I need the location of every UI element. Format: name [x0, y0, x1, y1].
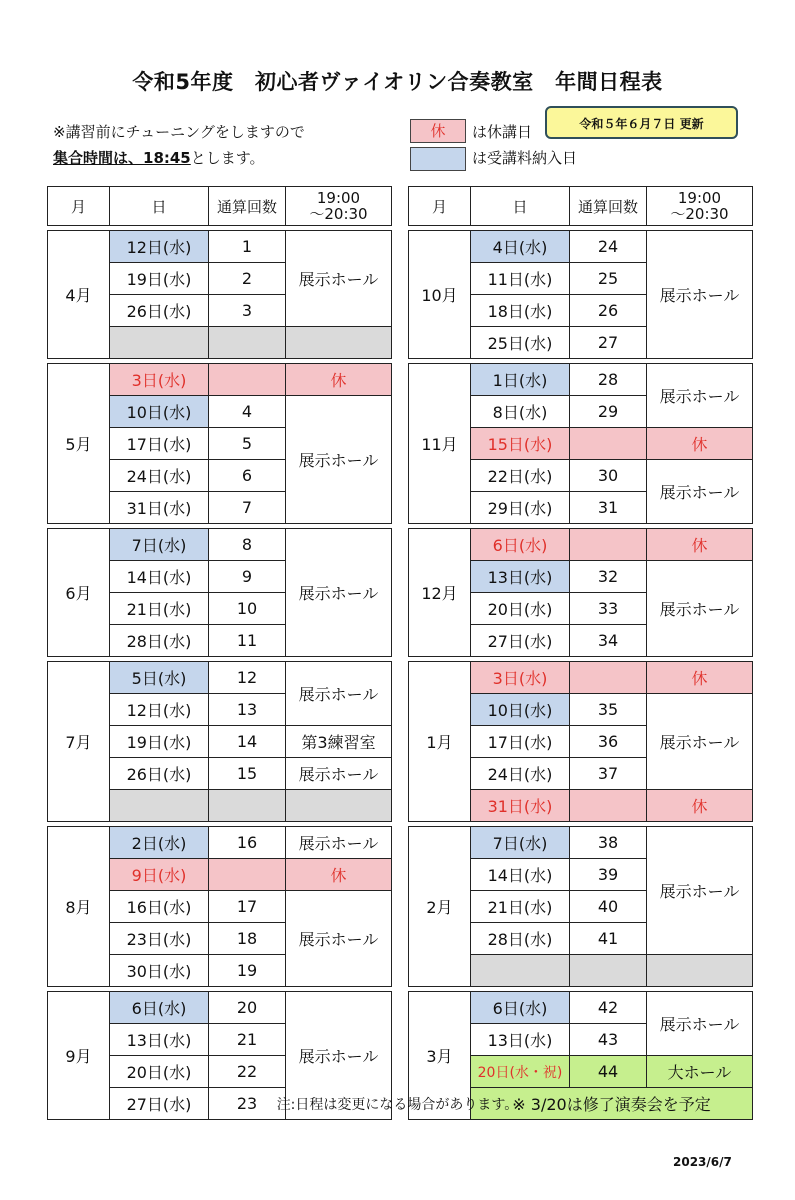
date-cell: 9日(水): [110, 859, 209, 891]
table-row: [48, 992, 392, 1024]
rest-cell: 休: [647, 790, 753, 822]
count-cell: 27: [570, 327, 647, 359]
date-cell: 31日(水): [110, 492, 209, 524]
table-row: [409, 364, 753, 396]
month-cell: 7月: [48, 662, 110, 822]
location-cell: 展示ホール: [647, 364, 753, 428]
count-cell: 35: [570, 694, 647, 726]
meeting-time-rest: とします。: [190, 149, 265, 167]
table-row: [409, 662, 753, 694]
count-cell: 21: [209, 1024, 286, 1056]
date-cell: 15日(水): [471, 428, 570, 460]
page-title: 令和5年度 初心者ヴァイオリン合奏教室 年間日程表: [132, 70, 663, 94]
empty-cell: [570, 955, 647, 987]
date-cell: 13日(水): [471, 561, 570, 593]
count-cell: 10: [209, 593, 286, 625]
count-cell: 17: [209, 891, 286, 923]
rest-cell: 休: [647, 662, 753, 694]
header-day: 日: [110, 187, 209, 226]
month-cell: 8月: [48, 827, 110, 987]
count-cell: 25: [570, 263, 647, 295]
count-cell: 40: [570, 891, 647, 923]
count-cell: [209, 859, 286, 891]
count-cell: 7: [209, 492, 286, 524]
count-cell: 38: [570, 827, 647, 859]
date-cell: 28日(水): [471, 923, 570, 955]
schedule-table-left: [47, 186, 392, 1120]
date-cell: 26日(水): [110, 295, 209, 327]
date-cell: 1日(水): [471, 364, 570, 396]
table-row: [48, 364, 392, 396]
location-cell: 展示ホール: [647, 231, 753, 359]
table-row: [48, 529, 392, 561]
count-cell: 36: [570, 726, 647, 758]
count-cell: 8: [209, 529, 286, 561]
date-cell: 2日(水): [110, 827, 209, 859]
count-cell: 26: [570, 295, 647, 327]
rest-cell: 休: [286, 364, 392, 396]
rest-cell: 休: [647, 529, 753, 561]
header-count: 通算回数: [209, 187, 286, 226]
count-cell: 28: [570, 364, 647, 396]
empty-cell: [286, 790, 392, 822]
date-cell: 27日(水): [471, 625, 570, 657]
count-cell: 1: [209, 231, 286, 263]
legend-fee-label: は受講料納入日: [472, 149, 578, 167]
date-cell: 17日(水): [471, 726, 570, 758]
count-cell: 42: [570, 992, 647, 1024]
table-header: [48, 187, 392, 226]
header-time-start: 19:00: [316, 189, 361, 207]
date-cell: 5日(水): [110, 662, 209, 694]
schedule-table-right: [408, 186, 753, 1120]
date-cell: 16日(水): [110, 891, 209, 923]
empty-cell: [110, 327, 209, 359]
location-cell: 展示ホール: [647, 694, 753, 790]
month-cell: 11月: [409, 364, 471, 524]
count-cell: 30: [570, 460, 647, 492]
footer-note: 注:日程は変更になる場合があります。: [276, 1097, 519, 1113]
date-cell: 17日(水): [110, 428, 209, 460]
empty-cell: [286, 327, 392, 359]
location-cell: 第3練習室: [286, 726, 392, 758]
count-cell: 15: [209, 758, 286, 790]
date-cell: 24日(水): [110, 460, 209, 492]
legend-fee-swatch: [410, 147, 466, 171]
date-cell: 7日(水): [471, 827, 570, 859]
count-cell: 44: [570, 1056, 647, 1088]
location-cell: 展示ホール: [647, 460, 753, 524]
month-cell: 2月: [409, 827, 471, 987]
date-cell: 18日(水): [471, 295, 570, 327]
table-row: [48, 662, 392, 694]
location-cell: 展示ホール: [286, 891, 392, 987]
rest-cell: 休: [647, 428, 753, 460]
count-cell: 9: [209, 561, 286, 593]
table-row: [48, 827, 392, 859]
count-cell: 32: [570, 561, 647, 593]
empty-cell: [209, 790, 286, 822]
date-cell: 12日(水): [110, 231, 209, 263]
header-time-end: ～20:30: [670, 205, 729, 223]
date-cell: 20日(水): [110, 1056, 209, 1088]
location-cell: 展示ホール: [286, 396, 392, 524]
month-cell: 3月: [409, 992, 471, 1120]
empty-cell: [471, 955, 570, 987]
location-cell: 展示ホール: [647, 992, 753, 1056]
month-cell: 10月: [409, 231, 471, 359]
month-cell: 4月: [48, 231, 110, 359]
header-count: 通算回数: [570, 187, 647, 226]
count-cell: 31: [570, 492, 647, 524]
date-cell: 10日(水): [110, 396, 209, 428]
count-cell: 5: [209, 428, 286, 460]
meeting-time-emphasis: 集合時間は、18:45: [53, 149, 191, 167]
count-cell: 37: [570, 758, 647, 790]
location-cell: 展示ホール: [286, 662, 392, 726]
count-cell: 29: [570, 396, 647, 428]
date-cell: 8日(水): [471, 396, 570, 428]
legend-rest-label: は休講日: [472, 123, 533, 141]
count-cell: 19: [209, 955, 286, 987]
table-row: [48, 231, 392, 263]
concert-note: ※ 3/20は修了演奏会を予定: [471, 1088, 753, 1120]
count-cell: 41: [570, 923, 647, 955]
empty-cell: [110, 790, 209, 822]
count-cell: 3: [209, 295, 286, 327]
location-cell: 展示ホール: [286, 827, 392, 859]
table-row: [409, 992, 753, 1024]
document-date: 2023/6/7: [673, 1155, 732, 1169]
table-row: [409, 827, 753, 859]
count-cell: 16: [209, 827, 286, 859]
date-cell: 19日(水): [110, 263, 209, 295]
date-cell: 20日(水): [471, 593, 570, 625]
count-cell: 39: [570, 859, 647, 891]
count-cell: [570, 428, 647, 460]
location-cell: 展示ホール: [286, 992, 392, 1120]
date-cell: 30日(水): [110, 955, 209, 987]
date-cell: 26日(水): [110, 758, 209, 790]
date-cell: 20日(水・祝): [471, 1056, 570, 1088]
count-cell: 34: [570, 625, 647, 657]
location-cell: 大ホール: [647, 1056, 753, 1088]
location-cell: 展示ホール: [286, 231, 392, 327]
rest-cell: 休: [286, 859, 392, 891]
count-cell: 14: [209, 726, 286, 758]
count-cell: 22: [209, 1056, 286, 1088]
date-cell: 14日(水): [110, 561, 209, 593]
table-header: [409, 187, 753, 226]
date-cell: 6日(水): [110, 992, 209, 1024]
count-cell: 11: [209, 625, 286, 657]
header-time-end: ～20:30: [309, 205, 368, 223]
date-cell: 31日(水): [471, 790, 570, 822]
month-cell: 12月: [409, 529, 471, 657]
count-cell: [570, 529, 647, 561]
date-cell: 6日(水): [471, 992, 570, 1024]
date-cell: 19日(水): [110, 726, 209, 758]
count-cell: 24: [570, 231, 647, 263]
tuning-note: ※講習前にチューニングをしますので: [53, 123, 305, 141]
count-cell: 12: [209, 662, 286, 694]
count-cell: 6: [209, 460, 286, 492]
date-cell: 24日(水): [471, 758, 570, 790]
location-cell: 展示ホール: [647, 827, 753, 955]
count-cell: 33: [570, 593, 647, 625]
date-cell: 12日(水): [110, 694, 209, 726]
date-cell: 23日(水): [110, 923, 209, 955]
date-cell: 6日(水): [471, 529, 570, 561]
header-time: [647, 187, 753, 226]
count-cell: 4: [209, 396, 286, 428]
count-cell: 13: [209, 694, 286, 726]
date-cell: 11日(水): [471, 263, 570, 295]
month-cell: 9月: [48, 992, 110, 1120]
date-cell: 10日(水): [471, 694, 570, 726]
header-month: 月: [409, 187, 471, 226]
month-cell: 5月: [48, 364, 110, 524]
count-cell: 43: [570, 1024, 647, 1056]
date-cell: 14日(水): [471, 859, 570, 891]
update-badge: 令和５年６月７日 更新: [545, 106, 738, 139]
date-cell: 29日(水): [471, 492, 570, 524]
meeting-time-note: [53, 147, 265, 168]
date-cell: 25日(水): [471, 327, 570, 359]
legend-rest-swatch: 休: [410, 119, 466, 143]
location-cell: 展示ホール: [647, 561, 753, 657]
date-cell: 13日(水): [471, 1024, 570, 1056]
count-cell: 18: [209, 923, 286, 955]
empty-cell: [647, 955, 753, 987]
date-cell: 21日(水): [110, 593, 209, 625]
table-row: [409, 231, 753, 263]
location-cell: 展示ホール: [286, 529, 392, 657]
date-cell: 3日(水): [110, 364, 209, 396]
date-cell: 22日(水): [471, 460, 570, 492]
date-cell: 21日(水): [471, 891, 570, 923]
date-cell: 7日(水): [110, 529, 209, 561]
count-cell: [570, 662, 647, 694]
month-cell: 6月: [48, 529, 110, 657]
date-cell: 13日(水): [110, 1024, 209, 1056]
header-month: 月: [48, 187, 110, 226]
date-cell: 3日(水): [471, 662, 570, 694]
count-cell: 23: [209, 1088, 286, 1120]
header-day: 日: [471, 187, 570, 226]
location-cell: 展示ホール: [286, 758, 392, 790]
count-cell: 2: [209, 263, 286, 295]
header-time: [286, 187, 392, 226]
month-cell: 1月: [409, 662, 471, 822]
date-cell: 28日(水): [110, 625, 209, 657]
date-cell: 4日(水): [471, 231, 570, 263]
count-cell: [209, 364, 286, 396]
date-cell: 27日(水): [110, 1088, 209, 1120]
empty-cell: [209, 327, 286, 359]
count-cell: 20: [209, 992, 286, 1024]
table-row: [409, 529, 753, 561]
header-time-start: 19:00: [677, 189, 722, 207]
count-cell: [570, 790, 647, 822]
